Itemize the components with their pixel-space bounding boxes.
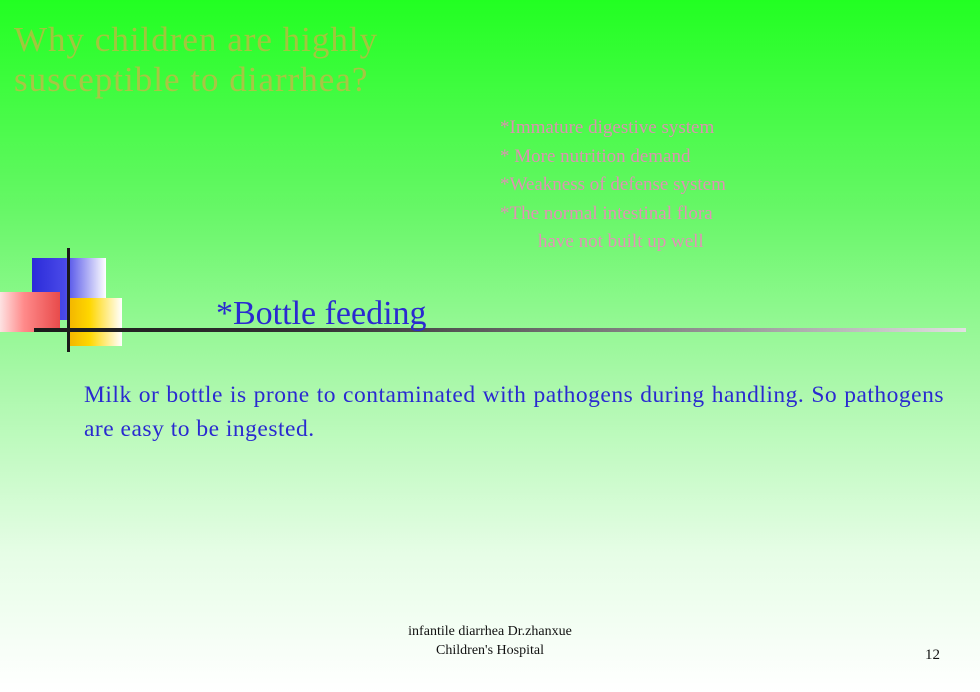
slide-footer	[360, 622, 620, 660]
slide-title-line-2: susceptible to diarrhea?	[14, 60, 369, 99]
reason-item: *Immature digestive system	[500, 117, 715, 138]
footer-line-2: Children's Hospital	[436, 643, 544, 658]
page-number: 12	[925, 647, 940, 663]
footer-line-1: infantile diarrhea Dr.zhanxue	[408, 624, 572, 639]
reason-item: * More nutrition demand	[500, 145, 691, 167]
reason-item: *The normal intestinal flora	[500, 202, 713, 224]
body-text: Milk or bottle is prone to contaminated with pathogens during handling. So pathogens are easy to be ingested.	[84, 382, 944, 442]
reasons-list	[500, 114, 830, 257]
slide-title	[14, 20, 484, 100]
yellow-square-decoration	[68, 298, 122, 346]
reason-item: *Weakness of defense system	[500, 174, 726, 195]
horizontal-rule	[34, 328, 966, 332]
vertical-rule-decoration	[67, 248, 70, 352]
section-heading: *Bottle feeding	[216, 295, 427, 332]
reason-item-continuation: have not built up well	[538, 231, 704, 252]
decorative-squares	[0, 240, 140, 360]
slide-title-line-1: Why children are highly	[14, 20, 379, 59]
red-square-decoration	[0, 292, 60, 332]
